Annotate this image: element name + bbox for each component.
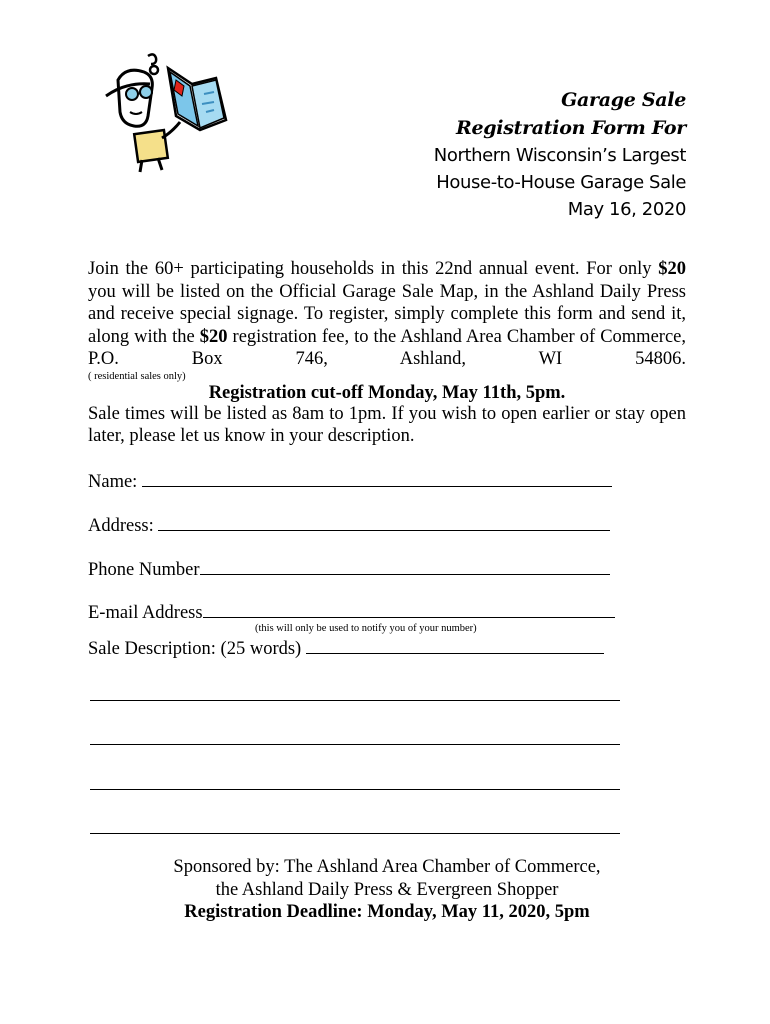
description-line-4[interactable] xyxy=(90,789,620,790)
phone-input-line[interactable] xyxy=(200,558,610,575)
name-field xyxy=(88,470,612,493)
form-title: Garage Sale xyxy=(561,89,686,111)
cutoff-notice: Registration cut-off Monday, May 11th, 5pm. xyxy=(208,382,566,403)
description-line-3[interactable] xyxy=(90,744,620,745)
description-label: Sale Description: (25 words) xyxy=(88,639,302,659)
event-date: May 16, 2020 xyxy=(567,199,686,220)
phone-field xyxy=(88,558,610,581)
sponsor-line2: the Ashland Daily Press & Evergreen Shopper xyxy=(215,879,559,900)
phone-label: Phone Number xyxy=(88,560,200,580)
description-input-line[interactable] xyxy=(306,637,604,654)
price-1: $20 xyxy=(658,259,686,279)
intro-text-2: you will be listed on the Official Garage Sale Map, in the Ashland Daily Press and receive special signage. To register, simply complete this form and send it, along with the xyxy=(88,281,686,347)
address-input-line[interactable] xyxy=(158,514,610,531)
event-name-line1: Northern Wisconsin’s Largest xyxy=(433,145,686,166)
address-field xyxy=(88,514,610,537)
event-name-line2: House-to-House Garage Sale xyxy=(436,172,686,193)
intro-text-1: Join the 60+ participating households in this 22nd annual event. For only xyxy=(88,259,659,279)
name-input-line[interactable] xyxy=(142,470,612,487)
description-line-5[interactable] xyxy=(90,833,620,834)
intro-paragraph xyxy=(88,258,686,371)
address-label: Address: xyxy=(88,516,154,536)
description-line-2[interactable] xyxy=(90,700,620,701)
person-reading-map-clipart-icon xyxy=(96,50,232,176)
registration-deadline: Registration Deadline: Monday, May 11, 2020, 5pm xyxy=(184,902,590,922)
title-block xyxy=(266,86,686,223)
footer xyxy=(88,856,686,924)
sponsor-line1: Sponsored by: The Ashland Area Chamber of Commerce, xyxy=(173,857,601,877)
residential-note: ( residential sales only) xyxy=(88,370,186,382)
sale-times-paragraph: Sale times will be listed as 8am to 1pm. If you wish to open earlier or stay open later, please let us know in your description. xyxy=(88,403,686,446)
email-input-line[interactable] xyxy=(203,601,615,618)
intro-section xyxy=(88,258,686,448)
description-field xyxy=(88,637,604,660)
name-label: Name: xyxy=(88,472,138,492)
price-2: $20 xyxy=(199,326,228,347)
form-title-line2: Registration Form For xyxy=(456,117,686,139)
email-label: E-mail Address xyxy=(88,603,203,623)
email-field xyxy=(88,601,615,624)
intro-text-3: registration fee, to the Ashland Area Chamber of Commerce, P.O. Box 746, Ashland, WI 54806. xyxy=(88,326,686,369)
email-note: (this will only be used to notify you of your number) xyxy=(255,623,477,634)
